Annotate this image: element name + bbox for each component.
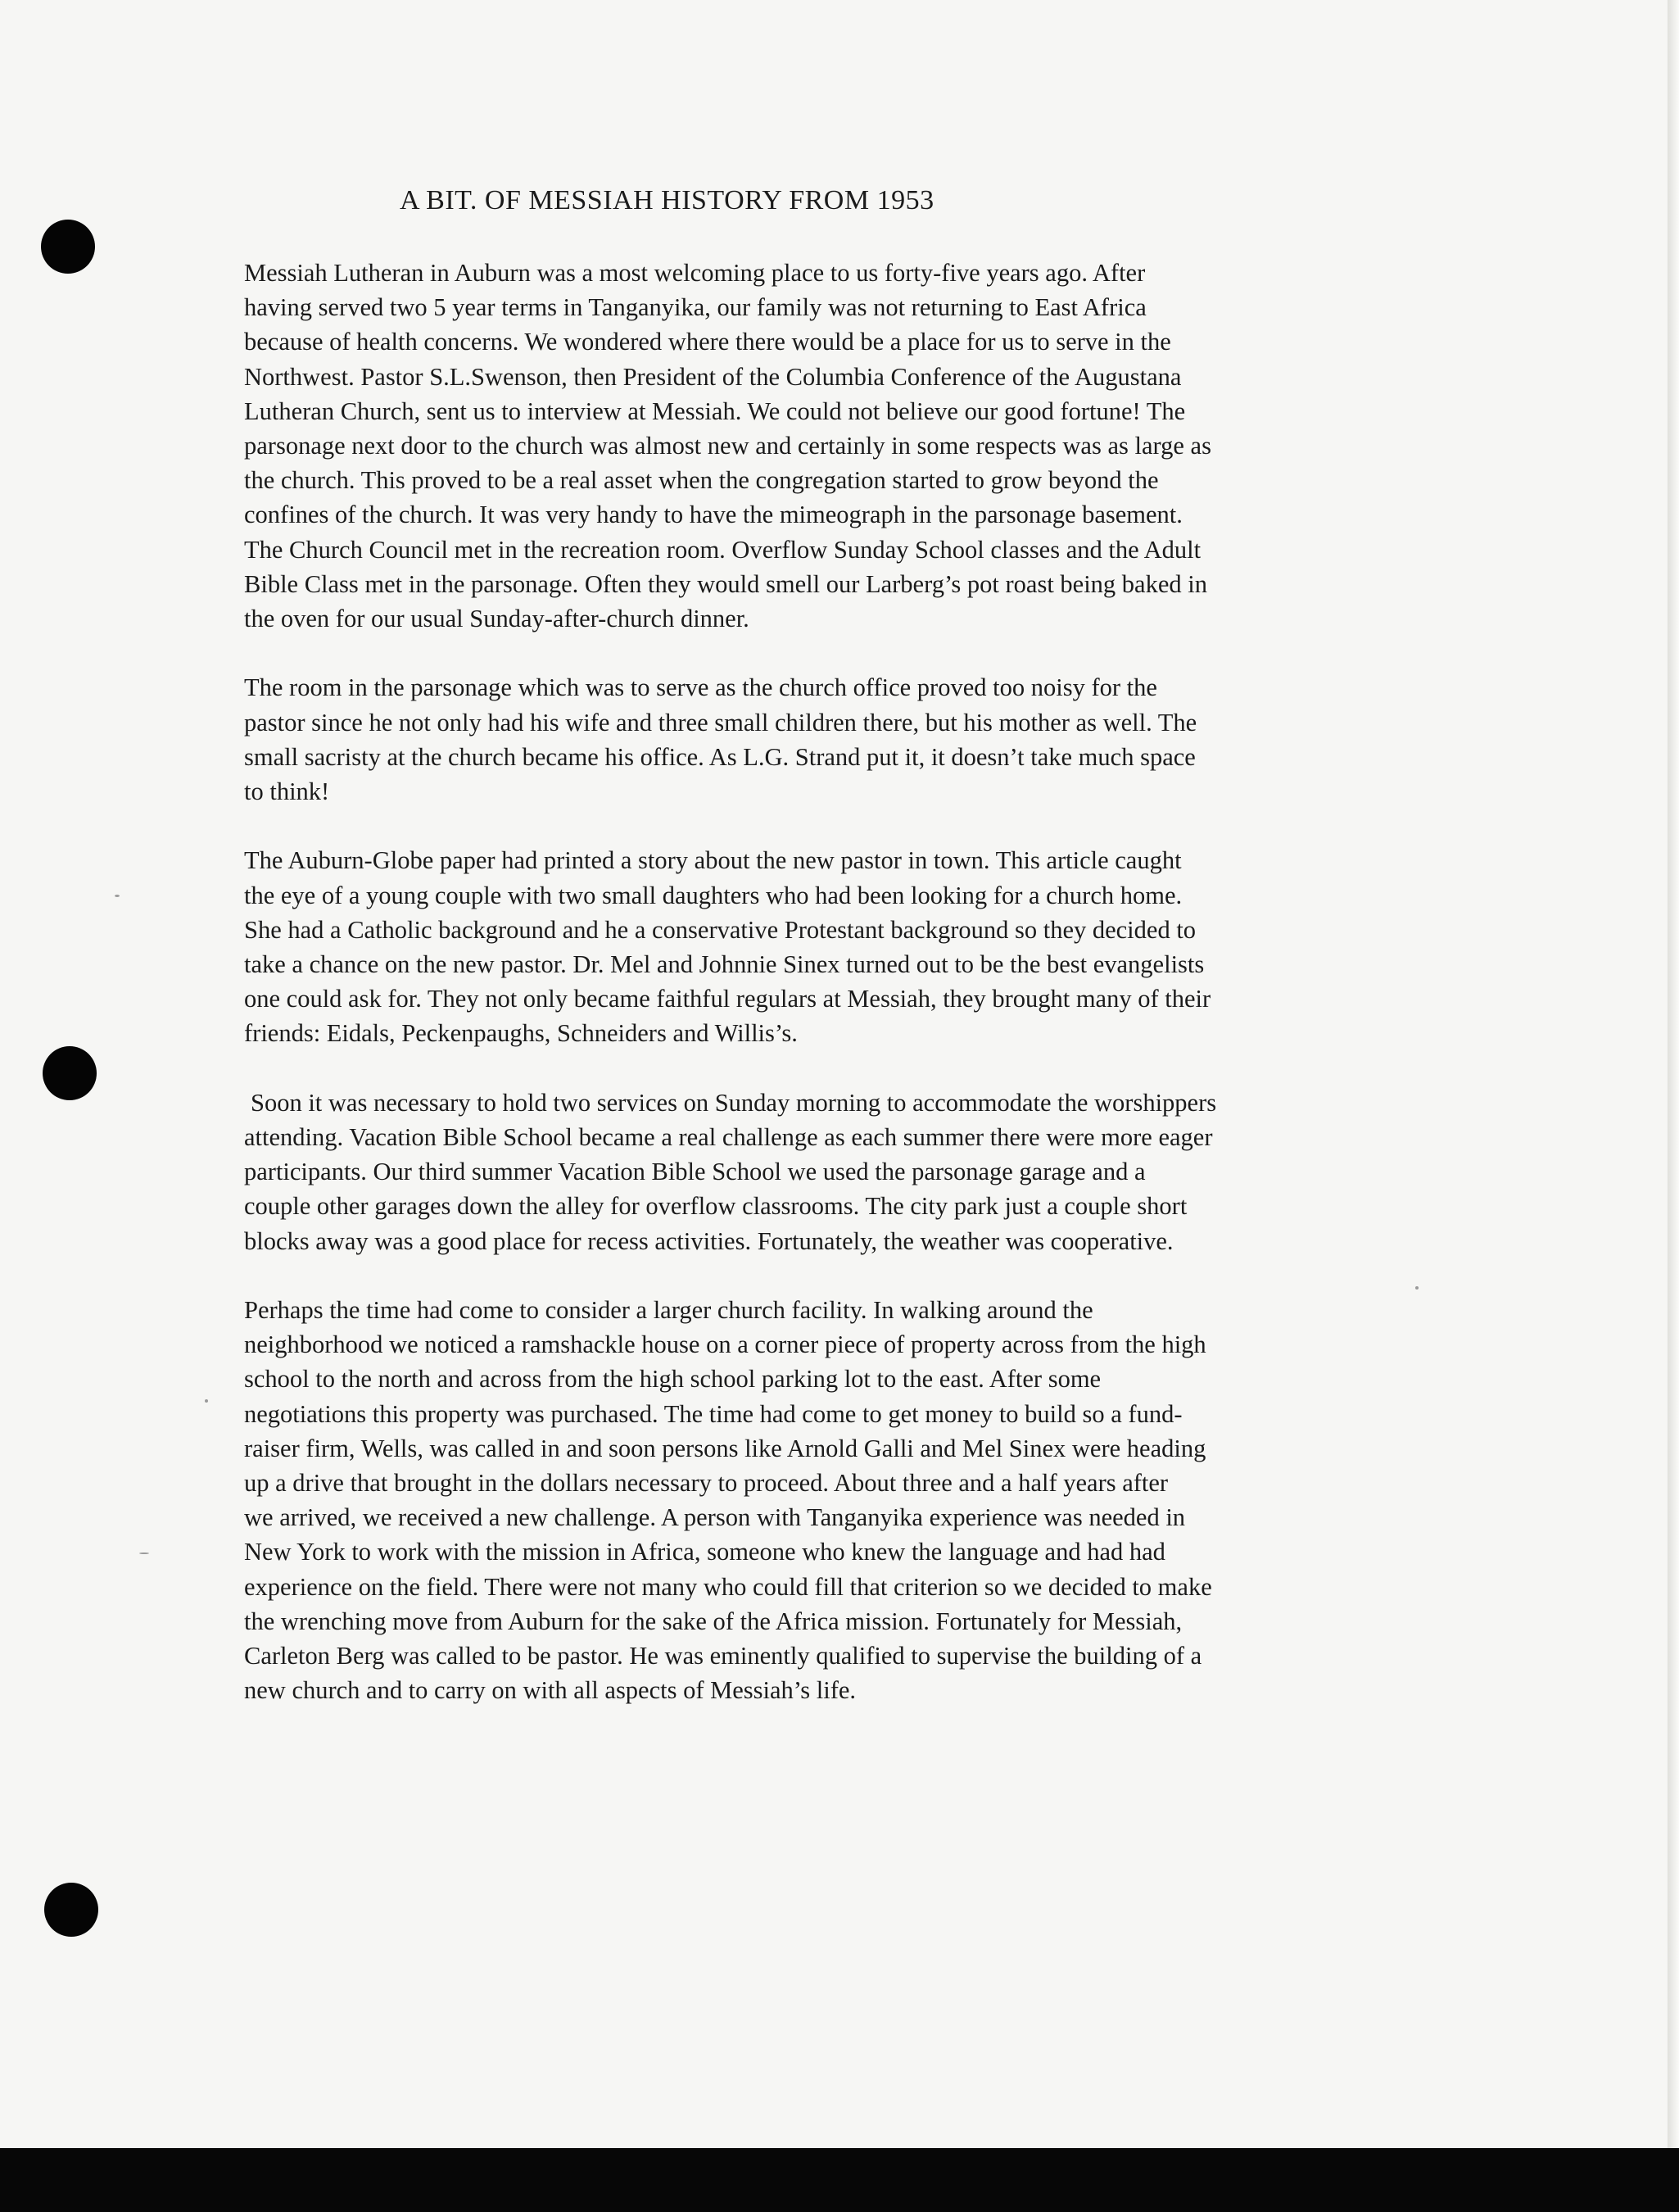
text-line: The Church Council met in the recreation room. Overflow Sunday School classes and the Adult <box>244 535 1202 564</box>
scan-speck <box>139 1552 149 1554</box>
document-title: A BIT. OF MESSIAH HISTORY FROM 1953 <box>400 185 935 215</box>
text-line: New York to work with the mission in Africa, someone who knew the language and had had <box>244 1538 1165 1566</box>
text-line: Messiah Lutheran in Auburn was a most welcoming place to us forty-five years ago. After <box>244 259 1146 287</box>
text-line: experience on the field. There were not many who could fill that criterion so we decided to make <box>244 1572 1212 1601</box>
text-line: the eye of a young couple with two small daughters who had been looking for a church home. <box>244 881 1183 909</box>
text-line: friends: Eidals, Peckenpaughs, Schneiders and Willis’s. <box>244 1019 798 1048</box>
text-line: the oven for our usual Sunday-after-church dinner. <box>244 605 749 633</box>
text-line: attending. Vacation Bible School became a real challenge as each summer there were more eager <box>244 1123 1213 1152</box>
text-line: Bible Class met in the parsonage. Often they would smell our Larberg’s pot roast being baked in <box>244 569 1207 598</box>
text-line: negotiations this property was purchased. The time had come to get money to build so a fund- <box>244 1399 1183 1428</box>
text-line: the church. This proved to be a real asset when the congregation started to grow beyond the <box>244 466 1159 495</box>
text-line: small sacristy at the church became his office. As L.G. Strand put it, it doesn’t take much space <box>244 742 1196 771</box>
scan-speck <box>205 1399 208 1403</box>
text-line: confines of the church. It was very handy to have the mimeograph in the parsonage basement. <box>244 501 1183 529</box>
paragraph-1 <box>244 256 1440 636</box>
text-line: The room in the parsonage which was to serve as the church office proved too noisy for the <box>244 673 1157 702</box>
text-line: school to the north and across from the high school parking lot to the east. After some <box>244 1365 1102 1394</box>
text-line: one could ask for. They not only became faithful regulars at Messiah, they brought many of their <box>244 985 1211 1013</box>
scan-edge <box>1668 0 1679 2148</box>
text-line: up a drive that brought in the dollars necessary to proceed. About three and a half years after <box>244 1469 1169 1498</box>
text-line: we arrived, we received a new challenge. A person with Tanganyika experience was needed in <box>244 1503 1186 1532</box>
text-line: The Auburn-Globe paper had printed a story about the new pastor in town. This article caught <box>244 846 1182 875</box>
text-line: having served two 5 year terms in Tanganyika, our family was not returning to East Africa <box>244 293 1147 322</box>
text-line: the wrenching move from Auburn for the sake of the Africa mission. Fortunately for Messiah, <box>244 1607 1183 1635</box>
text-line: participants. Our third summer Vacation Bible School we used the parsonage garage and a <box>244 1158 1146 1186</box>
text-line: parsonage next door to the church was almost new and certainly in some respects was as large as <box>244 432 1211 460</box>
paragraph-5 <box>244 1293 1440 1707</box>
text-line: blocks away was a good place for recess activities. Fortunately, the weather was cooperative. <box>244 1226 1174 1255</box>
binder-hole-top <box>41 220 95 274</box>
paragraph-2 <box>244 670 1440 809</box>
binder-hole-bottom <box>44 1883 98 1937</box>
text-line: because of health concerns. We wondered where there would be a place for us to serve in the <box>244 328 1171 356</box>
scanner-bed-band <box>0 2148 1679 2212</box>
text-line: Northwest. Pastor S.L.Swenson, then President of the Columbia Conference of the Augustana <box>244 362 1182 391</box>
document-body <box>244 256 1440 1743</box>
text-line: take a chance on the new pastor. Dr. Mel and Johnnie Sinex turned out to be the best evangelists <box>244 950 1205 979</box>
text-line: She had a Catholic background and he a conservative Protestant background so they decided to <box>244 915 1197 944</box>
text-line: Soon it was necessary to hold two services on Sunday morning to accommodate the worshippers <box>251 1088 1217 1117</box>
text-line: Lutheran Church, sent us to interview at Messiah. We could not believe our good fortune! The <box>244 397 1186 425</box>
binder-hole-middle <box>43 1046 97 1100</box>
text-line: Carleton Berg was called to be pastor. He was eminently qualified to supervise the building of a <box>244 1642 1202 1670</box>
scan-speck <box>115 895 120 897</box>
text-line: raiser firm, Wells, was called in and soon persons like Arnold Galli and Mel Sinex were heading <box>244 1434 1206 1462</box>
text-line: neighborhood we noticed a ramshackle house on a corner piece of property across from the high <box>244 1330 1206 1359</box>
paragraph-4 <box>244 1086 1440 1258</box>
text-line: to think! <box>244 777 330 806</box>
text-line: Perhaps the time had come to consider a larger church facility. In walking around the <box>244 1296 1093 1325</box>
text-line: couple other garages down the alley for overflow classrooms. The city park just a couple short <box>244 1192 1188 1221</box>
paragraph-3 <box>244 843 1440 1050</box>
text-line: pastor since he not only had his wife and three small children there, but his mother as well. The <box>244 708 1197 737</box>
text-line: new church and to carry on with all aspects of Messiah’s life. <box>244 1676 857 1705</box>
